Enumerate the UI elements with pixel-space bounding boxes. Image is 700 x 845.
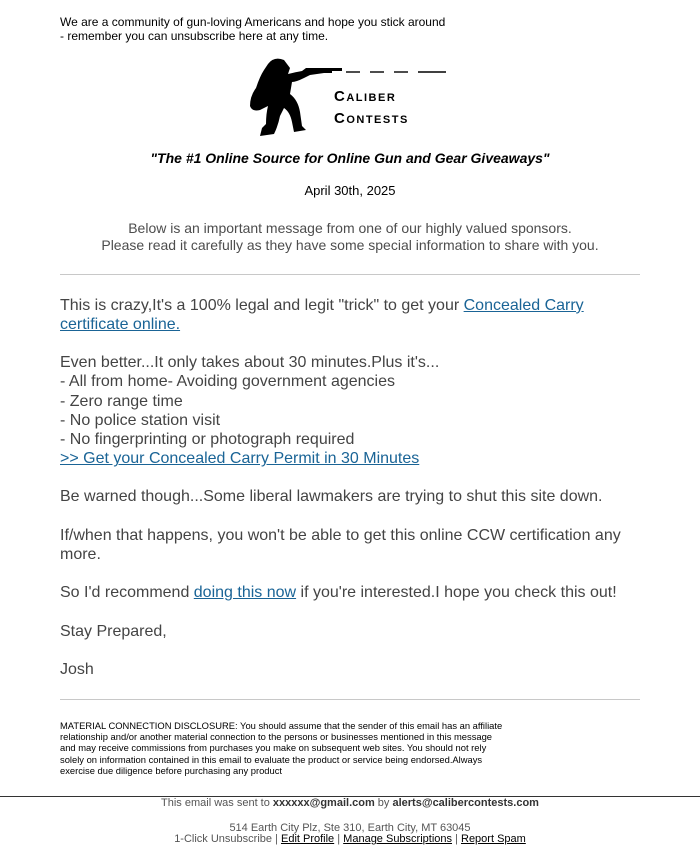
- benefits-intro: Even better...It only takes about 30 minutes.Plus it's...: [60, 354, 440, 371]
- intro-line-2: - remember you can unsubscribe here at any time.: [60, 29, 329, 43]
- caliber-contests-logo: [246, 54, 456, 138]
- footer-separator: |: [272, 833, 281, 845]
- logo-word-contests: Contests: [334, 110, 409, 127]
- benefit-item: - Zero range time: [60, 392, 183, 410]
- benefit-item: - All from home- Avoiding government agencies: [60, 373, 395, 391]
- paragraph-intro-text: This is crazy,It's a 100% legal and legit "trick" to get your: [60, 297, 464, 314]
- intro-line-1: We are a community of gun-loving Americans and hope you stick around: [60, 15, 446, 29]
- tagline: "The #1 Online Source for Online Gun and Gear Giveaways": [150, 150, 550, 166]
- signature: Josh: [60, 661, 94, 678]
- get-permit-link[interactable]: >> Get your Concealed Carry Permit in 30 Minutes: [60, 450, 420, 468]
- footer-sent-to: [0, 797, 700, 809]
- paragraph-intro: [60, 296, 640, 335]
- footer-sender: alerts@calibercontests.com: [392, 797, 539, 809]
- one-click-unsubscribe[interactable]: 1-Click Unsubscribe: [174, 833, 272, 845]
- footer-address: 514 Earth City Plz, Ste 310, Earth City, MT 63045: [229, 822, 471, 834]
- benefit-item: - No fingerprinting or photograph required: [60, 431, 355, 449]
- paragraph-shutdown: If/when that happens, you won't be able to get this online CCW certification any more.: [60, 527, 621, 564]
- sponsor-notice: [0, 220, 700, 254]
- footer-separator: |: [334, 833, 344, 845]
- recommend-post: if you're interested.I hope you check this out!: [296, 584, 617, 601]
- recommend-pre: So I'd recommend: [60, 584, 194, 601]
- footer-sent-pre: This email was sent to: [161, 797, 273, 809]
- footer-separator: |: [452, 833, 461, 845]
- benefits-block: [60, 353, 640, 469]
- sponsor-line-2: Please read it carefully as they have some special information to share with you.: [101, 237, 599, 253]
- doing-this-now-link[interactable]: doing this now: [193, 584, 297, 601]
- edit-profile-link[interactable]: Edit Profile: [280, 833, 335, 845]
- signoff: Stay Prepared,: [60, 623, 167, 640]
- divider-top: [60, 274, 640, 275]
- benefit-item: - No police station visit: [60, 411, 221, 429]
- paragraph-recommend: [60, 583, 640, 602]
- email-date: April 30th, 2025: [304, 183, 396, 198]
- footer-recipient: xxxxxx@gmail.com: [272, 797, 375, 809]
- material-disclosure: MATERIAL CONNECTION DISCLOSURE: You should assume that the sender of this email has an affiliate relationship and/or another material connection to the persons or businesses mentioned in this message and may receive commissions from purchases you make on subsequent web sites. You should not rely solely on information contained in this email to evaluate the product or service being endorsed.Always exercise due diligence before purchasing any product: [60, 720, 503, 776]
- concealed-carry-certificate-link[interactable]: Concealed Carry certificate online.: [60, 297, 584, 334]
- sponsor-line-1: Below is an important message from one of our highly valued sponsors.: [128, 220, 572, 236]
- logo-word-caliber: Caliber: [334, 88, 397, 105]
- report-spam-link[interactable]: Report Spam: [461, 833, 526, 845]
- intro-text: [60, 15, 460, 43]
- footer-links: [0, 833, 700, 845]
- divider-bottom: [60, 699, 640, 700]
- paragraph-warning: Be warned though...Some liberal lawmakers are trying to shut this site down.: [60, 488, 603, 505]
- footer-sent-mid: by: [374, 797, 393, 809]
- soldier-rifle-icon: [250, 59, 342, 136]
- manage-subscriptions-link[interactable]: Manage Subscriptions: [343, 833, 453, 845]
